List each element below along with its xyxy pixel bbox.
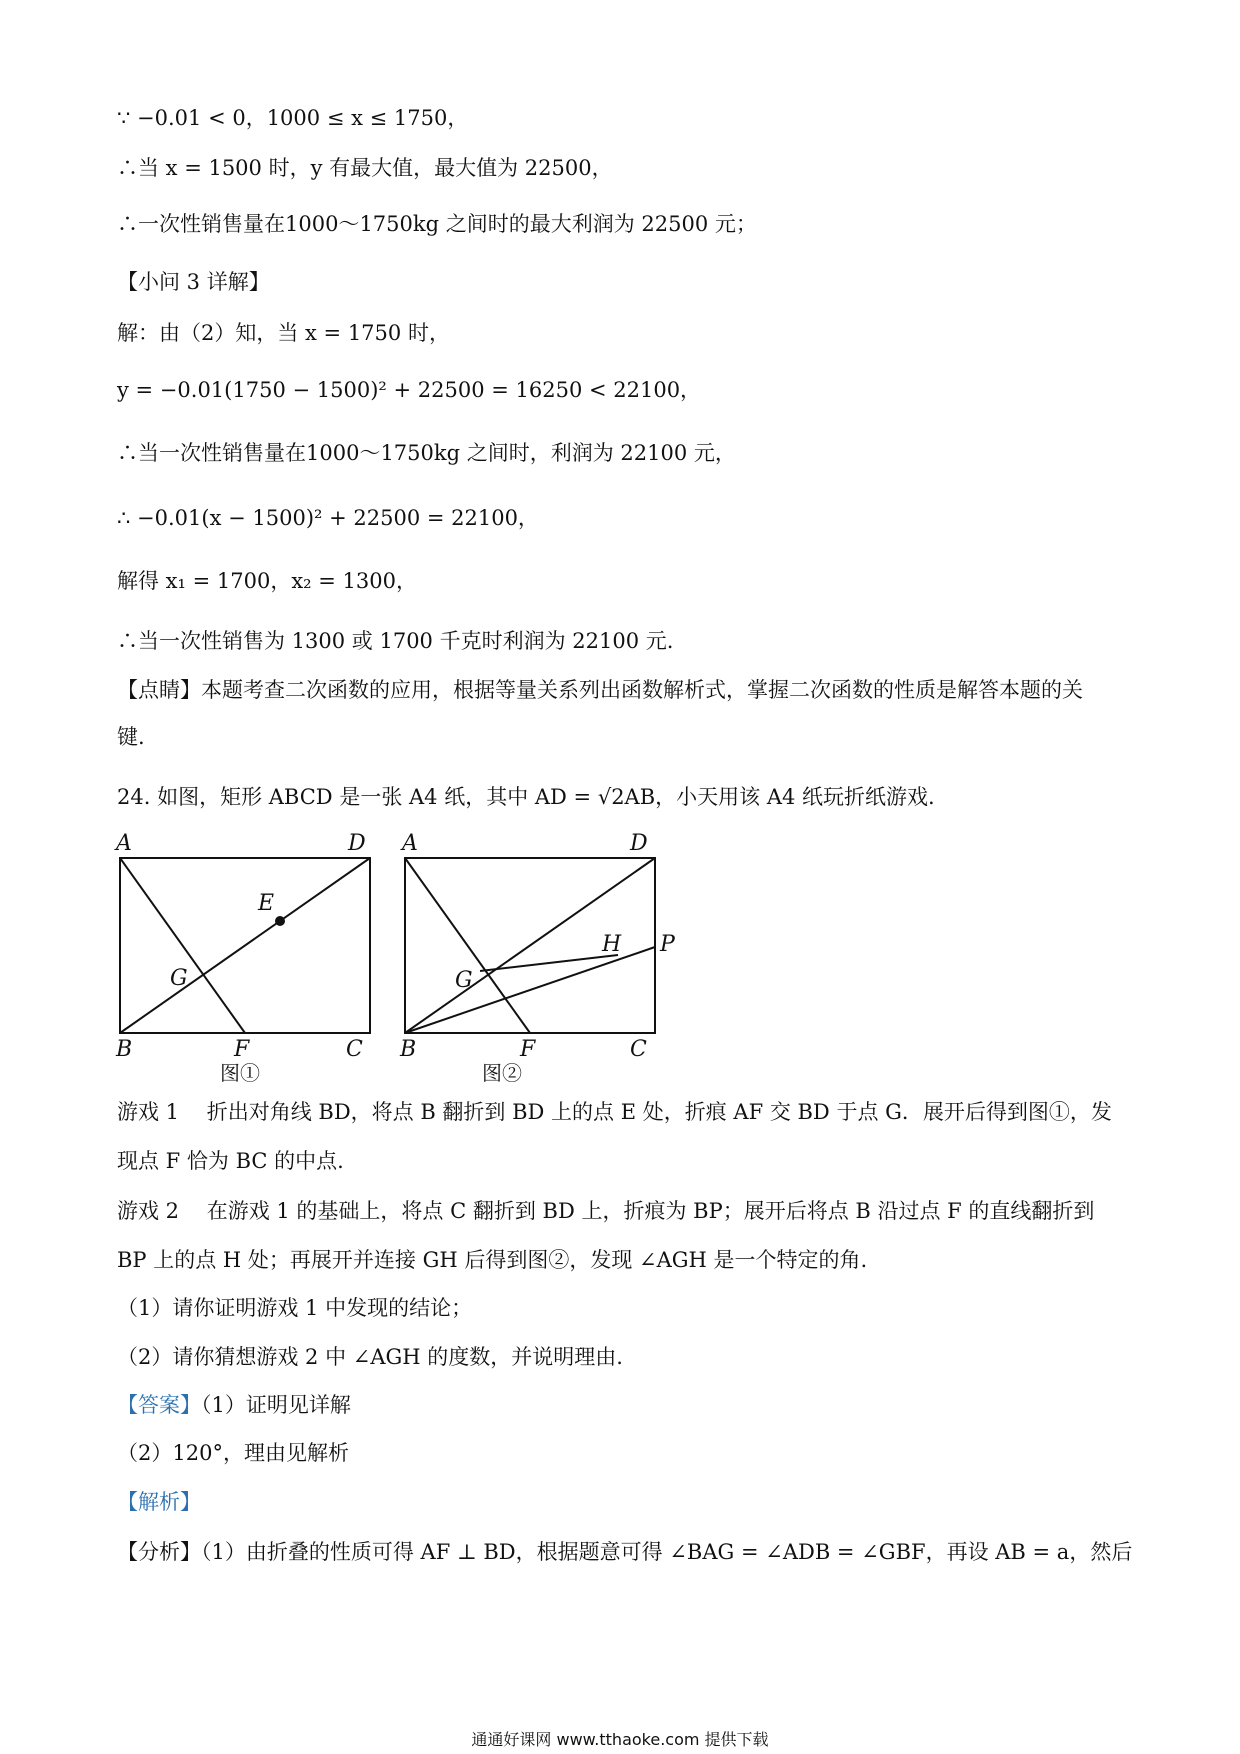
fig1-label-f: F bbox=[234, 1037, 250, 1062]
fig2-label-g: G bbox=[455, 968, 473, 993]
fig2-label-p: P bbox=[660, 932, 675, 957]
fig2-segment-gh bbox=[480, 955, 618, 971]
text-line-3: ∴一次性销售量在1000～1750kg 之间时的最大利润为 22500 元； bbox=[117, 212, 757, 236]
geometry-figures bbox=[110, 830, 675, 1085]
figures-svg bbox=[110, 830, 675, 1085]
fig2-crease-bp bbox=[405, 947, 655, 1033]
dianjing-line-2: 键. bbox=[117, 725, 145, 749]
question-1: （1）请你证明游戏 1 中发现的结论； bbox=[117, 1296, 473, 1320]
answer-line-1 bbox=[117, 1390, 351, 1420]
equation-line: y = −0.01(1750 − 1500)² + 22500 = 16250 < 22100， bbox=[117, 378, 702, 402]
fig1-caption: 图① bbox=[220, 1061, 260, 1085]
fig1-label-a: A bbox=[116, 831, 132, 856]
figure-1 bbox=[120, 858, 370, 1033]
solution-line: 解得 x₁ = 1700，x₂ = 1300， bbox=[117, 569, 417, 593]
fig1-label-d: D bbox=[348, 831, 366, 856]
answer-line-2: （2）120°，理由见解析 bbox=[117, 1441, 349, 1465]
analysis-tag: 【解析】 bbox=[117, 1490, 201, 1514]
fenxi-text: （1）由折叠的性质可得 AF ⊥ BD，根据题意可得 ∠BAG = ∠ADB = ∠GBF，再设 AB = a，然后 bbox=[201, 1540, 1133, 1564]
fig1-crease-af bbox=[120, 858, 245, 1033]
fig1-label-b: B bbox=[116, 1037, 133, 1062]
dianjing-line-1: 【点睛】本题考查二次函数的应用，根据等量关系列出函数解析式，掌握二次函数的性质是解答本题的关 bbox=[117, 678, 1083, 702]
answer-tag: 【答案】 bbox=[117, 1393, 201, 1417]
fig1-diagonal-bd bbox=[120, 858, 370, 1033]
fig1-label-e: E bbox=[258, 891, 275, 916]
analysis-line bbox=[117, 1537, 1132, 1567]
footer-watermark: 通通好课网 www.tthaoke.com 提供下载 bbox=[471, 1730, 769, 1749]
text-line-1: ∵ −0.01 < 0，1000 ≤ x ≤ 1750， bbox=[117, 106, 469, 130]
problem-24-title: 24. 如图，矩形 ABCD 是一张 A4 纸，其中 AD = √2AB，小天用该 A4 纸玩折纸游戏. bbox=[117, 785, 935, 809]
game1-line-1: 游戏 1 折出对角线 BD，将点 B 翻折到 BD 上的点 E 处，折痕 AF 交 BD 于点 G．展开后得到图①，发 bbox=[117, 1100, 1112, 1124]
answer-1: （1）证明见详解 bbox=[201, 1393, 351, 1417]
fig1-point-e bbox=[275, 916, 285, 926]
fig2-label-b: B bbox=[400, 1037, 417, 1062]
question-2: （2）请你猜想游戏 2 中 ∠AGH 的度数，并说明理由. bbox=[117, 1345, 623, 1369]
conclusion-line: ∴当一次性销售为 1300 或 1700 千克时利润为 22100 元. bbox=[117, 629, 674, 653]
section-heading: 【小问 3 详解】 bbox=[117, 270, 270, 294]
fig2-crease-af bbox=[405, 858, 530, 1033]
fig2-label-h: H bbox=[602, 932, 622, 957]
fig2-label-c: C bbox=[630, 1037, 647, 1062]
game2-line-1: 游戏 2 在游戏 1 的基础上，将点 C 翻折到 BD 上，折痕为 BP；展开后将点 B 沿过点 F 的直线翻折到 bbox=[117, 1199, 1095, 1223]
fenxi-tag: 【分析】 bbox=[117, 1540, 201, 1564]
fig2-label-a: A bbox=[402, 831, 418, 856]
text-line-5: 解：由（2）知，当 x = 1750 时， bbox=[117, 321, 450, 345]
game2-line-2: BP 上的点 H 处；再展开并连接 GH 后得到图②，发现 ∠AGH 是一个特定的角. bbox=[117, 1248, 868, 1272]
text-line-2: ∴当 x = 1500 时，y 有最大值，最大值为 22500， bbox=[117, 156, 613, 180]
fig2-label-f: F bbox=[520, 1037, 536, 1062]
text-line-7: ∴当一次性销售量在1000～1750kg 之间时，利润为 22100 元， bbox=[117, 441, 736, 465]
fig2-caption: 图② bbox=[482, 1061, 522, 1085]
fig1-label-g: G bbox=[170, 966, 188, 991]
fig2-label-d: D bbox=[630, 831, 648, 856]
game1-line-2: 现点 F 恰为 BC 的中点. bbox=[117, 1149, 344, 1173]
equation-line-2: ∴ −0.01(x − 1500)² + 22500 = 22100， bbox=[117, 506, 539, 530]
fig1-label-c: C bbox=[346, 1037, 363, 1062]
